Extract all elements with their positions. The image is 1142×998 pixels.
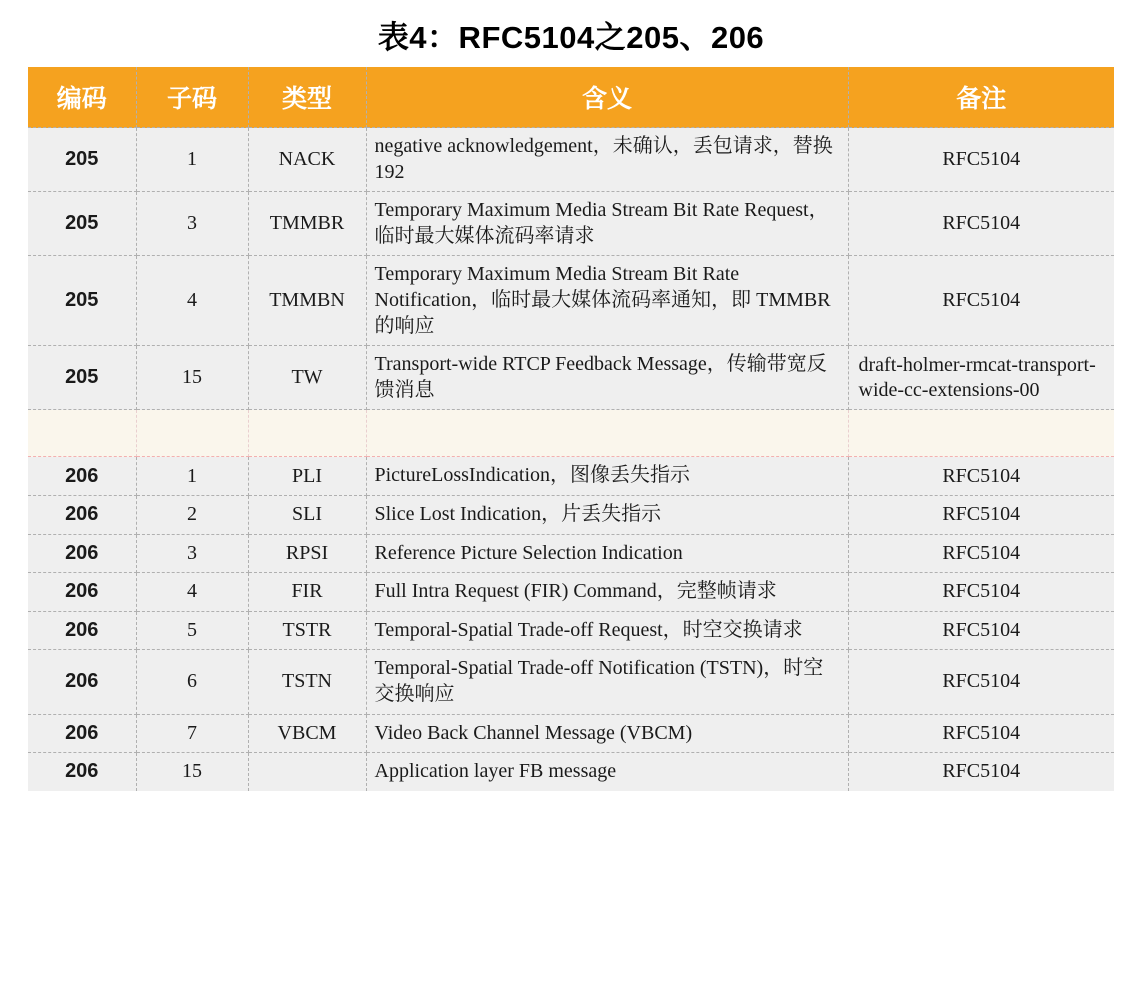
- cell-code: 206: [28, 611, 136, 650]
- table-row: [28, 714, 1114, 753]
- column-header-meaning: 含义: [366, 67, 848, 128]
- column-header-note: 备注: [848, 67, 1114, 128]
- table-row: [28, 611, 1114, 650]
- page-title: 表4：RFC5104之205、206: [377, 20, 765, 55]
- cell-type: VBCM: [248, 714, 366, 753]
- cell-note: RFC5104: [848, 753, 1114, 791]
- cell-meaning: Application layer FB message: [366, 753, 848, 791]
- cell-code: 205: [28, 256, 136, 346]
- cell-sub: 4: [136, 573, 248, 612]
- table-row: [28, 534, 1114, 573]
- cell-type: PLI: [248, 457, 366, 496]
- cell-code: 206: [28, 714, 136, 753]
- table-row: [28, 573, 1114, 612]
- cell-note: RFC5104: [848, 457, 1114, 496]
- table-row: [28, 256, 1114, 346]
- spacer-cell-note: [848, 410, 1114, 457]
- cell-note: RFC5104: [848, 128, 1114, 192]
- cell-type: TSTN: [248, 650, 366, 714]
- cell-note: RFC5104: [848, 192, 1114, 256]
- cell-sub: 15: [136, 753, 248, 791]
- column-header-sub: 子码: [136, 67, 248, 128]
- cell-meaning: Full Intra Request (FIR) Command，完整帧请求: [366, 573, 848, 612]
- cell-type: SLI: [248, 495, 366, 534]
- cell-note: draft-holmer-rmcat-transport-wide-cc-extensions-00: [848, 346, 1114, 410]
- cell-sub: 5: [136, 611, 248, 650]
- spacer-cell-meaning: [366, 410, 848, 457]
- cell-meaning: PictureLossIndication，图像丢失指示: [366, 457, 848, 496]
- spacer-cell-type: [248, 410, 366, 457]
- cell-type: RPSI: [248, 534, 366, 573]
- cell-note: RFC5104: [848, 714, 1114, 753]
- table-header-row: [28, 67, 1114, 128]
- cell-code: 205: [28, 128, 136, 192]
- table-row: [28, 495, 1114, 534]
- cell-sub: 1: [136, 457, 248, 496]
- cell-meaning: Transport-wide RTCP Feedback Message，传输带宽反馈消息: [366, 346, 848, 410]
- column-header-type: 类型: [248, 67, 366, 128]
- cell-meaning: Video Back Channel Message (VBCM): [366, 714, 848, 753]
- cell-meaning: Temporary Maximum Media Stream Bit Rate Request，临时最大媒体流码率请求: [366, 192, 848, 256]
- table-row: [28, 457, 1114, 496]
- cell-sub: 7: [136, 714, 248, 753]
- cell-type: [248, 753, 366, 791]
- cell-sub: 1: [136, 128, 248, 192]
- cell-note: RFC5104: [848, 256, 1114, 346]
- table-row: [28, 128, 1114, 192]
- cell-meaning: Slice Lost Indication，片丢失指示: [366, 495, 848, 534]
- cell-sub: 3: [136, 192, 248, 256]
- cell-code: 206: [28, 495, 136, 534]
- spacer-cell-code: [28, 410, 136, 457]
- cell-type: TMMBN: [248, 256, 366, 346]
- cell-code: 206: [28, 650, 136, 714]
- cell-type: FIR: [248, 573, 366, 612]
- rfc-feedback-table: [28, 67, 1114, 791]
- column-header-code: 编码: [28, 67, 136, 128]
- cell-note: RFC5104: [848, 534, 1114, 573]
- table-row: [28, 650, 1114, 714]
- cell-meaning: Temporal-Spatial Trade-off Notification (TSTN)，时空交换响应: [366, 650, 848, 714]
- cell-type: TW: [248, 346, 366, 410]
- cell-note: RFC5104: [848, 573, 1114, 612]
- table-body: [28, 128, 1114, 791]
- table-row: [28, 192, 1114, 256]
- cell-sub: 4: [136, 256, 248, 346]
- cell-sub: 15: [136, 346, 248, 410]
- cell-code: 206: [28, 534, 136, 573]
- cell-code: 205: [28, 346, 136, 410]
- table-row: [28, 346, 1114, 410]
- cell-code: 206: [28, 753, 136, 791]
- cell-type: TMMBR: [248, 192, 366, 256]
- cell-type: TSTR: [248, 611, 366, 650]
- cell-sub: 3: [136, 534, 248, 573]
- cell-note: RFC5104: [848, 650, 1114, 714]
- table-spacer-row: [28, 410, 1114, 457]
- cell-meaning: Reference Picture Selection Indication: [366, 534, 848, 573]
- cell-code: 206: [28, 457, 136, 496]
- cell-code: 205: [28, 192, 136, 256]
- cell-sub: 2: [136, 495, 248, 534]
- cell-note: RFC5104: [848, 611, 1114, 650]
- cell-meaning: negative acknowledgement，未确认，丢包请求，替换 192: [366, 128, 848, 192]
- cell-meaning: Temporary Maximum Media Stream Bit Rate Notification，临时最大媒体流码率通知，即 TMMBR 的响应: [366, 256, 848, 346]
- cell-sub: 6: [136, 650, 248, 714]
- cell-code: 206: [28, 573, 136, 612]
- table-row: [28, 753, 1114, 791]
- cell-meaning: Temporal-Spatial Trade-off Request，时空交换请求: [366, 611, 848, 650]
- cell-type: NACK: [248, 128, 366, 192]
- spacer-cell-sub: [136, 410, 248, 457]
- cell-note: RFC5104: [848, 495, 1114, 534]
